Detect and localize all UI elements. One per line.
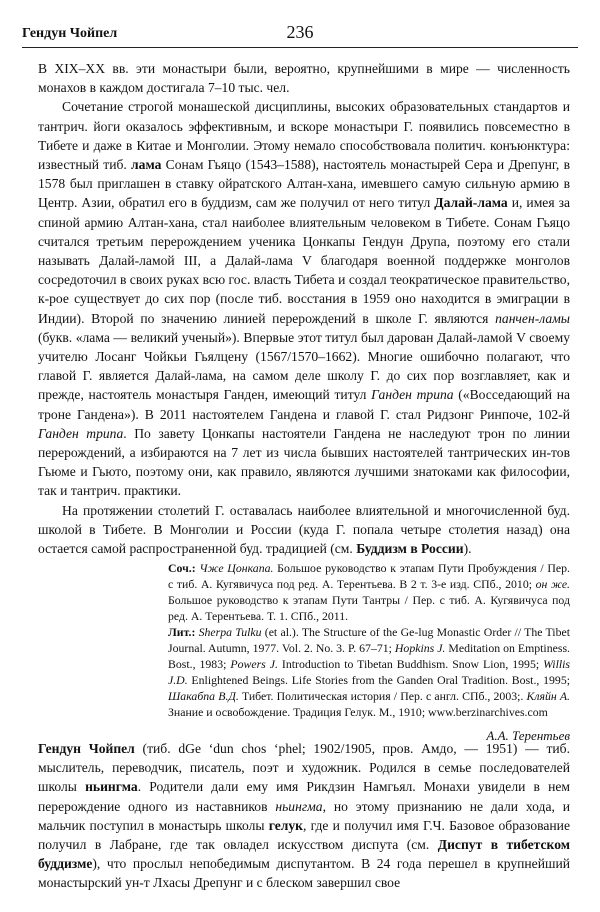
author-signature: А.А. Терентьев [486, 728, 570, 744]
entry-paragraph: Гендун Чойпел (тиб. dGe ‘dun chos ‘phel; 1902/1905, пров. Амдо, — 1951) — тиб. мыслитель, переводчик, писатель, поэт и художник. Родился в семье последователей школы ньингма. Родители дали ему имя Рикдзин Намгьял. Монахи увидели в нем перерождение одного из наставников ньингма, но этому признанию не дали хода, и мальчик поступил в монастырь школы гелук, где и получил имя Г.Ч. Базовое образование получил в Лабране, где так овладел искусством диспута (см. Диспут в тибетском буддизме), что прослыл непобедимым диспутантом. В 24 года перешел в крупнейший монастырский ун-т Лхасы Дрепунг и с блеском завершил свое [38, 741, 570, 891]
works-list: Соч.: Чже Цонкапа. Большое руководство к этапам Пути Пробуждения / Пер. с тиб. А. Кугявичуса под ред. А. Терентьева. В 2 т. 3-е изд. СПб., 2010; он же. Большое руководство к этапам Пути Тантры / Пер. с тиб. А. Кугявичуса под ред. А. Терентьева. Т. 1. СПб., 2011. [168, 561, 570, 624]
term-dalai-lama: Далай-лама [434, 195, 508, 211]
term-panchen-lama: панчен-ламы [495, 310, 570, 326]
paragraph-history: Сочетание строгой монашеской дисциплины, высоких образовательных стандартов и тантрич. йоги оказалось эффективным, и вскоре монастыри Г. появились повсеместно в Тибете и даже в Китае и Монголии. Этому немало способствовала политич. конъюнктура: известный тиб. лама Сонам Гьяцо (1543–1588), настоятель монастырей Сера и Дрепунг, в 1578 был приглашен в ставку ойратского Алтан-хана, имевшего самую сильную армию в Центр. Азии, обратил его в буддизм, сам же получил от него титул Далай-лама и, имея за спиной армию Алтан-хана, стал наиболее влиятельным человеком в Тибете. Сонам Гьяцо считался третьим перерождением ученика Цонкапы Гендун Друпа, поэтому его стали называть Далай-ламой III, а Далай-лама V благодаря военной поддержке монголов сосредоточил в своих руках всю гос. власть Тибета и создал теократическое правительство, к-рое существует до сих пор (после тиб. восстания в 1959 оно находится в эмиграции в Индии). Второй по значению линией перерождений в школе Г. являются панчен-ламы (букв. «лама — великий ученый»). Впервые этот титул был дарован Далай-ламой V своему учителю Лосанг Чойкьи Гьялцену (1567/1570–1662). Многие ошибочно полагают, что главой Г. является Далай-лама, на самом деле школу Г. до сих пор возглавляет, как и прежде, настоятель монастыря Ганден, имеющий титул Ганден трипа («Восседающий на троне Гандена»). В 2011 настоятелем Гандена и главой Г. стал Ридзонг Ринпоче, 102-й Ганден трипа. По завету Цонкапы настоятели Гандена не наследуют трон по линии перерождений, а избираются на 7 лет из числа бывших настоятелей тантрических ин-тов Гьюме и Гьюто, поэтому они, как правило, являются лучшими знатоками как философии, так и тантрич. практики. [38, 99, 570, 499]
paragraph-monastery-size: В XIX–XX вв. эти монастыри были, вероятно, крупнейшими в мире — численность монахов в каждом достигала 7–10 тыс. чел. [38, 61, 570, 96]
page-number: 236 [286, 22, 314, 42]
term-lama: лама [131, 157, 162, 173]
term-ganden-tripa: Ганден трипа [371, 387, 454, 403]
running-title: Гендун Чойпел [22, 26, 118, 41]
header-rule [22, 47, 578, 48]
cross-ref-dispute: Диспут в тибетском буддизме [38, 837, 570, 872]
entry-gendun-choepel [38, 739, 570, 893]
term-nyingma: ньингма [85, 779, 138, 795]
term-ganden-tripa-2: Ганден трипа [38, 425, 124, 441]
entry-headword: Гендун Чойпел [38, 741, 135, 756]
term-geluk: гелук [268, 817, 304, 833]
article-continued [38, 59, 570, 744]
literature-list: Лит.: Sherpa Tulku (et al.). The Structure of the Ge-lug Monastic Order // The Tibet Journal. Autumn, 1977. Vol. 2. No. 3. P. 67–71; Hopkins J. Meditation on Emptiness. Bost., 1983; Powers J. Introduction to Tibetan Buddhism. Snow Lion, 1995; Willis J.D. Enlightened Beings. Life Stories from the Ganden Oral Tradition. Bost., 1995; Шакабпа В.Д. Тибет. Политическая история / Пер. с англ. СПб., 2003;. Кляйн А. Знание и освобождение. Традиция Гелук. М., 1910; www.berzinarchives.com [168, 625, 570, 720]
bibliography [168, 560, 570, 720]
cross-ref-buddhism-in-russia: Буддизм в России [356, 541, 464, 557]
page-header [22, 22, 578, 46]
paragraph-influence: На протяжении столетий Г. оставалась наиболее влиятельной и многочисленной буд. школой в Тибете. В Монголии и России (куда Г. попала четыре столетия назад) она остается самой распространенной буд. традицией (см. Буддизм в России). [38, 502, 570, 557]
term-nyingma-italic: ньингма [275, 798, 323, 814]
